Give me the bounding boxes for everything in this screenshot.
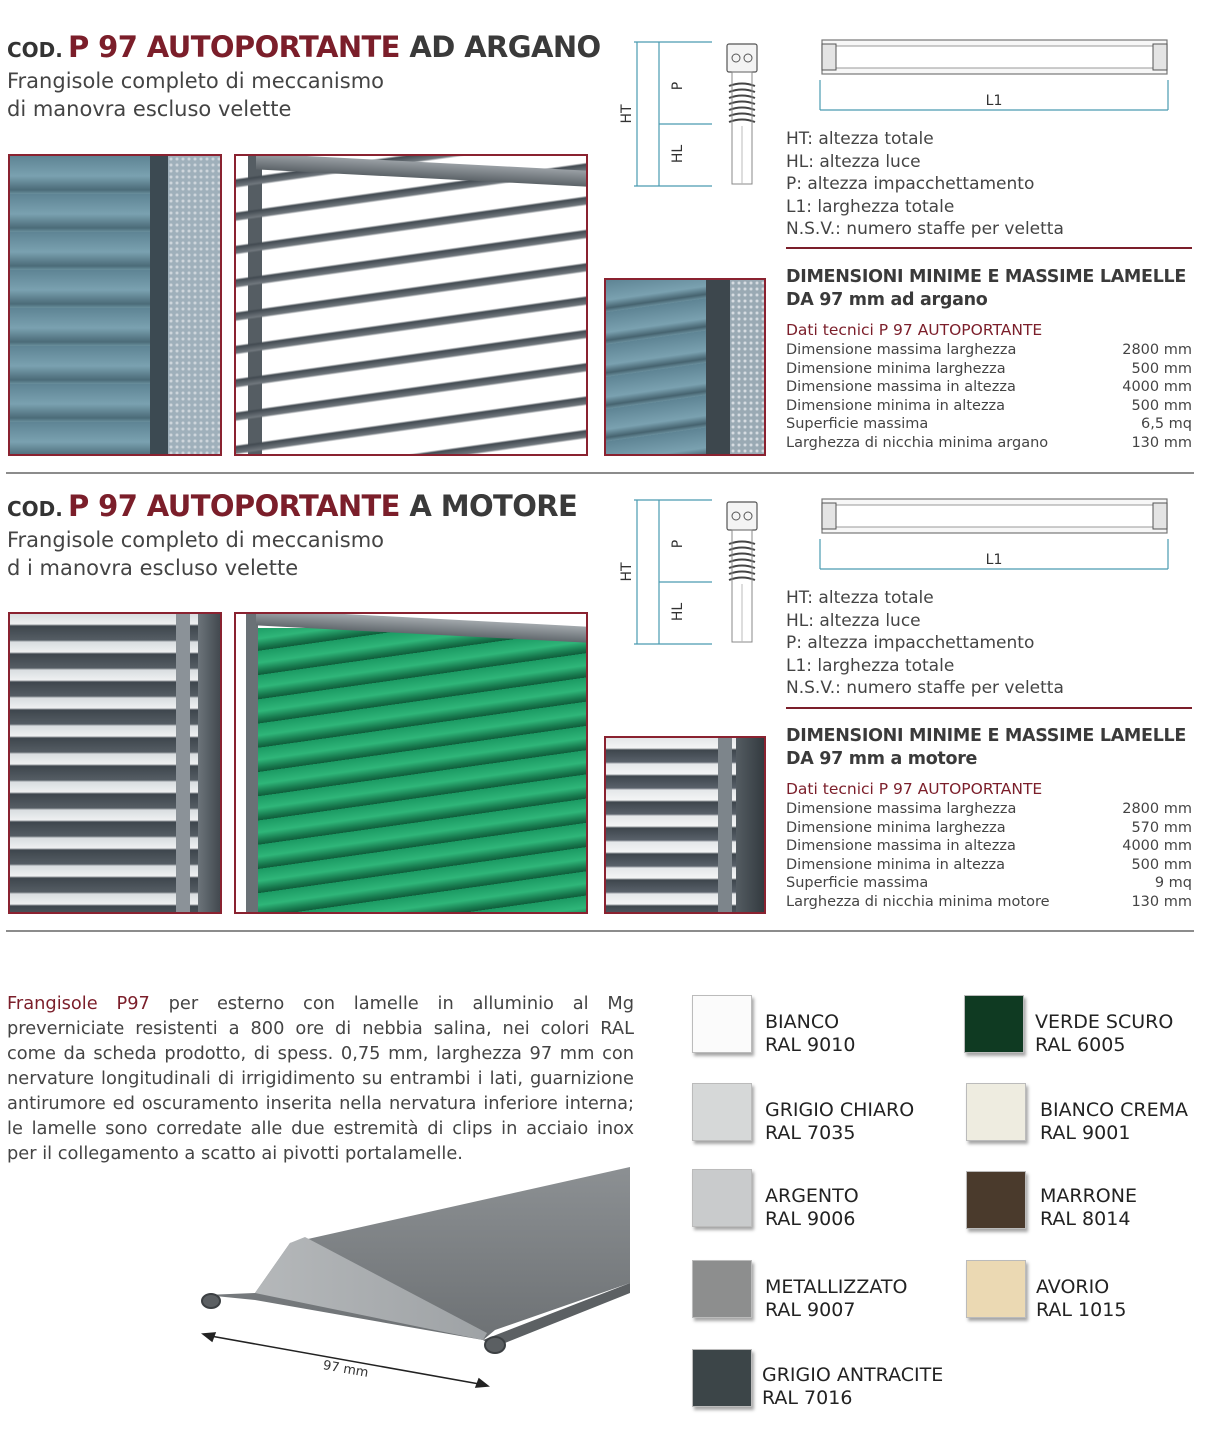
- diagram-p-label: P: [670, 539, 686, 549]
- section-separator: [6, 472, 1194, 474]
- diagram-ht-label: HT: [619, 562, 635, 582]
- spec-value: 4000 mm: [1122, 379, 1192, 396]
- spec-row: [786, 893, 1192, 912]
- spec-value: 500 mm: [1131, 856, 1192, 873]
- definition-item: HL: altezza luce: [786, 151, 921, 172]
- color-code: RAL 6005: [1035, 1034, 1126, 1056]
- color-code: RAL 1015: [1036, 1299, 1127, 1321]
- top-view-diagram: [812, 493, 1177, 573]
- color-label: [1036, 1276, 1126, 1322]
- spec-label: Larghezza di nicchia minima motore: [786, 893, 1050, 910]
- color-swatch-bianco-crema: [966, 1083, 1026, 1141]
- color-swatch-argento: [692, 1169, 752, 1227]
- color-label: [1040, 1099, 1188, 1145]
- definition-item: N.S.V.: numero staffe per veletta: [786, 678, 1064, 698]
- product-photo: [604, 278, 766, 456]
- color-name: BIANCO: [765, 1011, 840, 1033]
- dim-heading-line: DIMENSIONI MINIME E MASSIME LAMELLE: [786, 726, 1187, 746]
- diagram-hl-label: HL: [670, 602, 686, 622]
- dimensions-heading: [786, 725, 1186, 771]
- product-photo: [8, 154, 222, 456]
- spec-value: 500 mm: [1131, 360, 1192, 377]
- diagram-l1-label: L1: [985, 93, 1003, 109]
- color-swatch-marrone: [966, 1171, 1026, 1229]
- spec-value: 9 mq: [1154, 875, 1192, 892]
- color-name: METALLIZZATO: [765, 1276, 908, 1298]
- color-code: RAL 8014: [1040, 1208, 1131, 1230]
- section-diagram: [612, 494, 772, 649]
- color-code: RAL 9007: [765, 1299, 856, 1321]
- color-code: RAL 9010: [765, 1034, 856, 1056]
- color-code: RAL 7016: [762, 1387, 853, 1409]
- dim-heading-line: DIMENSIONI MINIME E MASSIME LAMELLE: [786, 267, 1187, 287]
- product-description: [7, 991, 634, 1166]
- spec-value: 500 mm: [1131, 397, 1192, 414]
- spec-row: [786, 341, 1192, 360]
- dim-heading-line: DA 97 mm ad argano: [786, 290, 988, 310]
- cod-label: COD.: [7, 497, 63, 521]
- spec-label: Dimensione massima in altezza: [786, 838, 1016, 855]
- color-swatch-bianco: [692, 995, 752, 1053]
- color-name: BIANCO CREMA: [1040, 1099, 1188, 1121]
- color-swatch-grigio-antracite: [692, 1349, 752, 1407]
- spec-label: Dimensione massima in altezza: [786, 379, 1016, 396]
- color-name: MARRONE: [1040, 1185, 1137, 1207]
- top-view-diagram: [812, 34, 1177, 114]
- definition-item: P: altezza impacchettamento: [786, 633, 1035, 653]
- color-label: [765, 1099, 914, 1145]
- spec-value: 2800 mm: [1122, 801, 1192, 817]
- color-name: GRIGIO ANTRACITE: [762, 1364, 944, 1386]
- color-swatch-verde-scuro: [964, 995, 1024, 1053]
- spec-value: 130 mm: [1131, 434, 1192, 451]
- spec-label: Superficie massima: [786, 416, 929, 433]
- cod-label: COD.: [7, 38, 63, 62]
- product-photo: [604, 736, 766, 914]
- definition-item: N.S.V.: numero staffe per veletta: [786, 219, 1064, 239]
- dimensions-heading: [786, 266, 1186, 312]
- spec-row: [786, 397, 1192, 416]
- spec-label: Dimensione minima larghezza: [786, 819, 1006, 836]
- color-label: [762, 1364, 943, 1410]
- subtitle-line: Frangisole completo di meccanismo: [7, 69, 385, 93]
- title-product: P 97 AUTOPORTANTE: [67, 489, 400, 523]
- section2-title: [7, 489, 577, 523]
- definition-item: L1: larghezza totale: [786, 196, 955, 217]
- color-label: [765, 1185, 859, 1231]
- color-name: ARGENTO: [765, 1185, 859, 1207]
- title-variant: A MOTORE: [409, 489, 578, 523]
- spec-value: 6,5 mq: [1141, 416, 1192, 433]
- definition-item: L1: larghezza totale: [786, 655, 955, 676]
- color-label: [765, 1011, 855, 1057]
- diagram-ht-label: HT: [619, 104, 635, 124]
- slat-profile-illustration: [195, 1165, 635, 1405]
- title-product: P 97 AUTOPORTANTE: [67, 30, 400, 64]
- specs-table: [786, 341, 1192, 453]
- section1-title: [7, 30, 601, 64]
- section1-subtitle: [7, 67, 384, 123]
- color-name: AVORIO: [1036, 1276, 1110, 1298]
- definition-item: HT: altezza totale: [786, 588, 934, 608]
- description-body: per esterno con lamelle in alluminio al Mg preverniciate resistenti a 800 ore di nebbia salina, nei colori RAL come da scheda prodotto, di spess. 0,75 mm, larghezza 97 mm con nervature longitudinali di irrigidimento su entrambi i lati, guarnizione antirumore ed oscuramento inserita nella nervatura inferiore interna; le lamelle sono corredate alle due estremità di clips in acciaio inox per il collegamento a scatto ai pivotti portalamelle.: [7, 993, 634, 1164]
- spec-label: Larghezza di nicchia minima argano: [786, 434, 1049, 451]
- spec-label: Dimensione minima larghezza: [786, 360, 1006, 377]
- spec-row: [786, 837, 1192, 856]
- color-label: [765, 1276, 907, 1322]
- spec-label: Dimensione massima larghezza: [786, 342, 1017, 358]
- color-swatch-avorio: [966, 1260, 1026, 1318]
- product-photo: [8, 612, 222, 914]
- color-name: GRIGIO CHIARO: [765, 1099, 915, 1121]
- color-label: [1040, 1185, 1137, 1231]
- title-variant: AD ARGANO: [409, 30, 601, 64]
- section-separator: [6, 930, 1194, 932]
- spec-row: [786, 378, 1192, 397]
- color-code: RAL 9006: [765, 1208, 856, 1230]
- definition-item: HT: altezza totale: [786, 129, 934, 149]
- spec-row: [786, 800, 1192, 819]
- spec-value: 2800 mm: [1122, 342, 1192, 358]
- profile-dimension-label: 97 mm: [321, 1358, 370, 1381]
- subtitle-line: d i manovra escluso velette: [7, 556, 299, 580]
- diagram-p-label: P: [670, 81, 686, 91]
- color-swatch-metallizzato: [692, 1260, 752, 1318]
- spec-row: [786, 360, 1192, 379]
- tech-data-label: Dati tecnici P 97 AUTOPORTANTE: [786, 780, 1043, 798]
- spec-value: 570 mm: [1131, 819, 1192, 836]
- diagram-hl-label: HL: [670, 144, 686, 164]
- subtitle-line: di manovra escluso velette: [7, 97, 292, 121]
- color-label: [1035, 1011, 1173, 1057]
- divider: [786, 707, 1192, 709]
- product-photo: [234, 154, 588, 456]
- tech-data-label: Dati tecnici P 97 AUTOPORTANTE: [786, 321, 1043, 339]
- spec-row: [786, 856, 1192, 875]
- spec-label: Superficie massima: [786, 875, 929, 892]
- definitions-list: [786, 587, 1064, 700]
- product-photo: [234, 612, 588, 914]
- spec-row: [786, 819, 1192, 838]
- spec-row: [786, 434, 1192, 453]
- description-lead: Frangisole P97: [7, 993, 150, 1014]
- spec-label: Dimensione minima in altezza: [786, 856, 1006, 873]
- spec-row: [786, 874, 1192, 893]
- dim-heading-line: DA 97 mm a motore: [786, 749, 978, 769]
- spec-value: 130 mm: [1131, 893, 1192, 910]
- color-code: RAL 9001: [1040, 1122, 1131, 1144]
- definitions-list: [786, 128, 1064, 241]
- spec-label: Dimensione minima in altezza: [786, 397, 1006, 414]
- diagram-l1-label: L1: [985, 552, 1003, 568]
- divider: [786, 247, 1192, 249]
- spec-label: Dimensione massima larghezza: [786, 801, 1017, 817]
- subtitle-line: Frangisole completo di meccanismo: [7, 528, 385, 552]
- color-name: VERDE SCURO: [1035, 1011, 1174, 1033]
- definition-item: HL: altezza luce: [786, 610, 921, 631]
- spec-value: 4000 mm: [1122, 838, 1192, 855]
- spec-row: [786, 415, 1192, 434]
- color-swatch-grigio-chiaro: [692, 1083, 752, 1141]
- specs-table: [786, 800, 1192, 912]
- section2-subtitle: [7, 526, 384, 582]
- definition-item: P: altezza impacchettamento: [786, 174, 1035, 194]
- color-code: RAL 7035: [765, 1122, 856, 1144]
- section-diagram: [612, 36, 772, 191]
